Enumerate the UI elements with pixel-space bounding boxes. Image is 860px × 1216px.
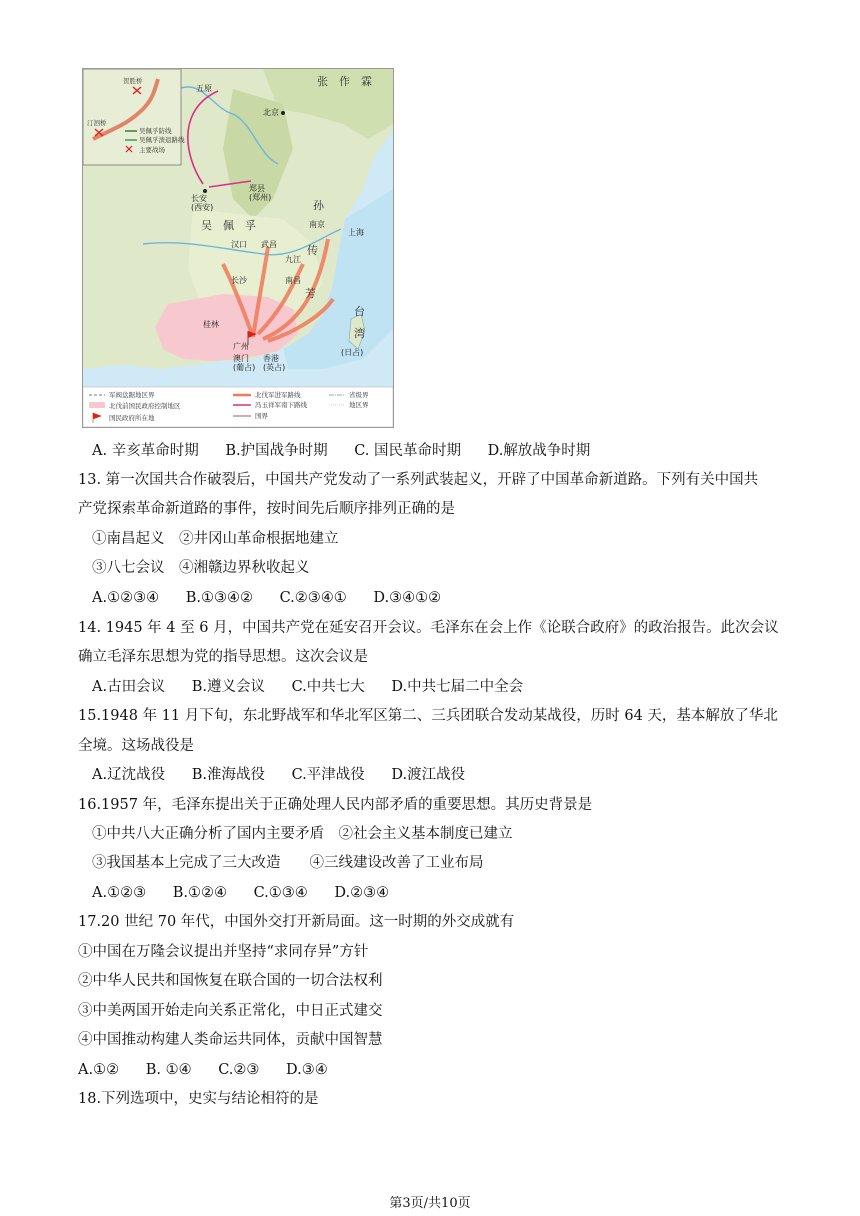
q15-options	[92, 765, 465, 785]
legend-feng-route: 冯玉祥军南下路线	[255, 401, 307, 409]
q13-stem-line-2: 产党探索革命新道路的事件，按时间先后顺序排列正确的是	[78, 501, 455, 517]
q13-stem-line-1: 13. 第一次国共合作破裂后，中国共产党发动了一系列武装起义，开辟了中国革命新道路。下列有关中国共	[78, 472, 759, 488]
q14-stem-line-2: 确立毛泽东思想为党的指导思想。这次会议是	[78, 649, 368, 665]
label-chuan: 传	[307, 244, 319, 257]
legend-province-border: 省级界	[349, 391, 369, 399]
q12-options	[92, 441, 590, 461]
q13-option-d[interactable]: D.③④①②	[373, 590, 442, 606]
q16-option-d[interactable]: D.②③④	[334, 885, 390, 901]
label-changsha: 长沙	[231, 276, 247, 285]
legend-kmt-area: 北伐前国民政府控制地区	[109, 402, 181, 410]
q17-item-1: ①中国在万隆会议提出并坚持“求同存异”方针	[78, 944, 369, 960]
label-xian: (西安)	[191, 203, 214, 212]
label-hankou: 汉口	[231, 240, 247, 249]
inset-legend-2: 吴佩孚溃退路线	[139, 136, 185, 144]
q17-item-4: ④中国推动构建人类命运共同体，贡献中国智慧	[78, 1032, 383, 1048]
label-guilin: 桂林	[203, 320, 219, 329]
q18-stem: 18.下列选项中，史实与结论相符的是	[78, 1091, 319, 1107]
legend-warlord-boundary: 军阀盘踞地区界	[109, 391, 155, 399]
label-guangzhou: 广州	[233, 342, 249, 351]
q16-option-a[interactable]: A.①②③	[92, 885, 147, 901]
q13-option-b[interactable]: B.①③④②	[185, 590, 253, 606]
label-beijing: 北京	[263, 108, 279, 117]
q12-option-a[interactable]: A. 辛亥革命时期	[92, 443, 199, 459]
q17-options	[78, 1060, 328, 1080]
q12-option-c[interactable]: C. 国民革命时期	[354, 443, 461, 459]
q17-option-c[interactable]: C.②③	[218, 1062, 260, 1078]
label-wuyuan: 五原	[196, 84, 212, 93]
label-hongkong: 香港	[263, 354, 279, 363]
label-hongkong-note: (英占)	[263, 363, 286, 372]
label-wuchang: 武昌	[261, 240, 277, 249]
label-nanchang: 南昌	[285, 276, 301, 285]
q16-stem: 16.1957 年，毛泽东提出关于正确处理人民内部矛盾的重要思想。其历史背景是	[78, 797, 593, 813]
q12-option-d[interactable]: D.解放战争时期	[487, 443, 591, 459]
q16-items-line-2: ③我国基本上完成了三大改造 ④三线建设改善了工业布局	[92, 855, 484, 871]
q17-item-3: ③中美两国开始走向关系正常化，中日正式建交	[78, 1003, 383, 1019]
inset-place-1: 贺胜桥	[123, 77, 143, 85]
label-fu: 孚	[245, 219, 257, 232]
label-changan: 长安	[191, 194, 207, 203]
q15-option-c[interactable]: C.平津战役	[291, 767, 365, 783]
city-dot-changan	[203, 189, 207, 193]
inset-legend-3: 主要战场	[139, 146, 165, 154]
page-footer	[0, 1192, 860, 1211]
label-lin: 霖	[361, 75, 373, 88]
label-taiwan-note: (日占)	[341, 348, 364, 357]
label-fang: 芳	[305, 287, 317, 300]
q15-stem-line-1: 15.1948 年 11 月下旬，东北野战军和华北军区第二、三兵团联合发动某战役，历时 64 天，基本解放了华北	[78, 708, 778, 724]
q16-items-line-1: ①中共八大正确分析了国内主要矛盾 ②社会主义基本制度已建立	[92, 826, 513, 842]
q17-item-2: ②中华人民共和国恢复在联合国的一切合法权利	[78, 973, 383, 989]
q13-items-line-2: ③八七会议 ④湘赣边界秋收起义	[92, 560, 310, 576]
q13-options	[92, 588, 441, 608]
map-graphic	[83, 69, 393, 427]
q14-options	[92, 677, 523, 697]
city-dot-beijing	[281, 111, 285, 115]
label-pei: 佩	[223, 219, 235, 232]
q16-options	[92, 883, 389, 903]
q17-stem: 17.20 世纪 70 年代，中国外交打开新局面。这一时期的外交成就有	[78, 914, 515, 930]
legend-swatch-kmt-area	[89, 402, 105, 408]
q16-option-b[interactable]: B.①②④	[172, 885, 227, 901]
label-nanjing: 南京	[309, 220, 325, 229]
q14-stem-line-1: 14. 1945 年 4 至 6 月，中国共产党在延安召开会议。毛泽东在会上作《论联合政府》的政治报告。此次会议	[78, 620, 779, 636]
q14-option-d[interactable]: D.中共七届二中全会	[391, 679, 524, 695]
q14-option-b[interactable]: B.遵义会议	[191, 679, 265, 695]
legend-government-seat: 国民政府所在地	[109, 414, 155, 422]
q15-stem-line-2: 全境。这场战役是	[78, 738, 194, 754]
legend-region-border: 地区界	[349, 401, 369, 409]
q16-option-c[interactable]: C.①③④	[253, 885, 308, 901]
label-macau-note: (葡占)	[233, 363, 256, 372]
q15-option-a[interactable]: A.辽沈战役	[92, 767, 166, 783]
q15-option-b[interactable]: B.淮海战役	[191, 767, 265, 783]
q15-option-d[interactable]: D.渡江战役	[391, 767, 466, 783]
label-jiujiang: 九江	[285, 255, 301, 264]
q17-option-d[interactable]: D.③④	[285, 1062, 328, 1078]
q17-option-b[interactable]: B. ①④	[145, 1062, 192, 1078]
q14-option-c[interactable]: C.中共七大	[291, 679, 365, 695]
label-zhengxian: 郑县	[249, 184, 265, 193]
label-shanghai: 上海	[348, 228, 364, 237]
legend-expedition-route: 北伐军进军路线	[255, 391, 301, 399]
q12-option-b[interactable]: B.护国战争时期	[225, 443, 328, 459]
label-zhang: 张	[317, 75, 329, 88]
legend-national-border: 国界	[255, 412, 268, 420]
label-macau: 澳门	[233, 354, 249, 363]
label-zhengzhou: (郑州)	[249, 193, 272, 202]
northern-expedition-map	[82, 68, 394, 428]
label-wan: 湾	[354, 327, 366, 340]
inset-legend-1: 吴佩孚防线	[139, 127, 172, 135]
q13-option-c[interactable]: C.②③④①	[279, 590, 347, 606]
label-zuo: 作	[339, 75, 351, 88]
q13-option-a[interactable]: A.①②③④	[92, 590, 160, 606]
q17-option-a[interactable]: A.①②	[78, 1062, 120, 1078]
inset-place-2: 汀泗桥	[87, 119, 107, 127]
q14-option-a[interactable]: A.古田会议	[92, 679, 166, 695]
label-wu: 吴	[201, 219, 213, 232]
label-sun: 孙	[313, 199, 325, 212]
q13-items-line-1: ①南昌起义 ②井冈山革命根据地建立	[92, 531, 339, 547]
label-tai: 台	[354, 305, 366, 318]
page-number: 第3页/共10页	[389, 1196, 471, 1211]
kmt-controlled-area	[155, 294, 298, 361]
